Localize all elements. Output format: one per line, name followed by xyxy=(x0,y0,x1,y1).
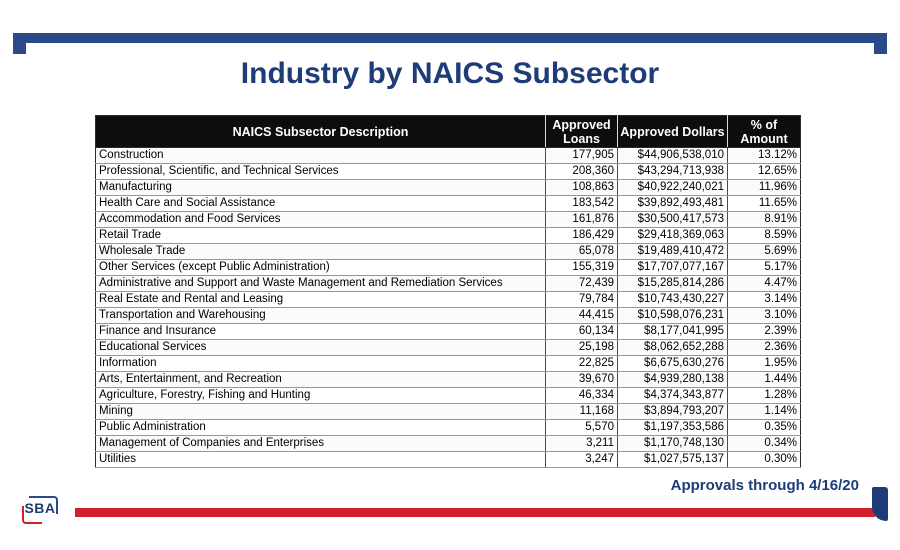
approved-dollars-cell: $4,939,280,138 xyxy=(618,372,728,388)
percent-of-amount-cell: 0.30% xyxy=(728,452,801,468)
footer-approvals-note: Approvals through 4/16/20 xyxy=(670,477,859,494)
column-header-approved-dollars: Approved Dollars xyxy=(618,116,728,148)
approved-dollars-cell: $4,374,343,877 xyxy=(618,388,728,404)
approved-loans-cell: 177,905 xyxy=(546,148,618,164)
subsector-description-cell: Health Care and Social Assistance xyxy=(96,196,546,212)
approved-loans-cell: 79,784 xyxy=(546,292,618,308)
approved-loans-cell: 60,134 xyxy=(546,324,618,340)
percent-of-amount-cell: 0.35% xyxy=(728,420,801,436)
subsector-description-cell: Finance and Insurance xyxy=(96,324,546,340)
approved-loans-cell: 46,334 xyxy=(546,388,618,404)
percent-of-amount-cell: 11.65% xyxy=(728,196,801,212)
percent-of-amount-cell: 1.95% xyxy=(728,356,801,372)
table-row xyxy=(96,356,801,372)
subsector-description-cell: Manufacturing xyxy=(96,180,546,196)
column-header-approved-loans: Approved Loans xyxy=(546,116,618,148)
table-row xyxy=(96,180,801,196)
approved-dollars-cell: $1,197,353,586 xyxy=(618,420,728,436)
approved-loans-cell: 161,876 xyxy=(546,212,618,228)
approved-loans-cell: 155,319 xyxy=(546,260,618,276)
approved-loans-cell: 11,168 xyxy=(546,404,618,420)
approved-dollars-cell: $6,675,630,276 xyxy=(618,356,728,372)
approved-loans-cell: 72,439 xyxy=(546,276,618,292)
approved-dollars-cell: $8,062,652,288 xyxy=(618,340,728,356)
approved-dollars-cell: $43,294,713,938 xyxy=(618,164,728,180)
approved-dollars-cell: $44,906,538,010 xyxy=(618,148,728,164)
column-header-percent-of-amount: % of Amount xyxy=(728,116,801,148)
naics-table-body xyxy=(96,148,801,468)
table-row xyxy=(96,212,801,228)
bottom-accent-swoosh xyxy=(872,487,888,521)
approved-dollars-cell: $10,743,430,227 xyxy=(618,292,728,308)
approved-dollars-cell: $17,707,077,167 xyxy=(618,260,728,276)
subsector-description-cell: Administrative and Support and Waste Management and Remediation Services xyxy=(96,276,546,292)
subsector-description-cell: Retail Trade xyxy=(96,228,546,244)
approved-dollars-cell: $40,922,240,021 xyxy=(618,180,728,196)
table-header xyxy=(96,116,801,148)
percent-of-amount-cell: 5.69% xyxy=(728,244,801,260)
table-row xyxy=(96,324,801,340)
subsector-description-cell: Accommodation and Food Services xyxy=(96,212,546,228)
subsector-description-cell: Educational Services xyxy=(96,340,546,356)
approved-dollars-cell: $19,489,410,472 xyxy=(618,244,728,260)
subsector-description-cell: Information xyxy=(96,356,546,372)
subsector-description-cell: Utilities xyxy=(96,452,546,468)
approved-loans-cell: 3,247 xyxy=(546,452,618,468)
approved-loans-cell: 39,670 xyxy=(546,372,618,388)
subsector-description-cell: Other Services (except Public Administration) xyxy=(96,260,546,276)
percent-of-amount-cell: 2.39% xyxy=(728,324,801,340)
approved-dollars-cell: $8,177,041,995 xyxy=(618,324,728,340)
approved-loans-cell: 208,360 xyxy=(546,164,618,180)
percent-of-amount-cell: 1.14% xyxy=(728,404,801,420)
naics-subsector-table xyxy=(95,115,801,468)
percent-of-amount-cell: 2.36% xyxy=(728,340,801,356)
page-title: Industry by NAICS Subsector xyxy=(240,57,660,90)
table-row xyxy=(96,164,801,180)
percent-of-amount-cell: 11.96% xyxy=(728,180,801,196)
percent-of-amount-cell: 4.47% xyxy=(728,276,801,292)
approved-loans-cell: 183,542 xyxy=(546,196,618,212)
subsector-description-cell: Transportation and Warehousing xyxy=(96,308,546,324)
sba-logo-text: SBA xyxy=(24,500,56,516)
table-row xyxy=(96,436,801,452)
approved-loans-cell: 108,863 xyxy=(546,180,618,196)
subsector-description-cell: Professional, Scientific, and Technical Services xyxy=(96,164,546,180)
table-row xyxy=(96,292,801,308)
table-row xyxy=(96,276,801,292)
table-row xyxy=(96,308,801,324)
approved-loans-cell: 186,429 xyxy=(546,228,618,244)
percent-of-amount-cell: 0.34% xyxy=(728,436,801,452)
table-row xyxy=(96,260,801,276)
table-row xyxy=(96,452,801,468)
percent-of-amount-cell: 8.91% xyxy=(728,212,801,228)
approved-loans-cell: 25,198 xyxy=(546,340,618,356)
subsector-description-cell: Agriculture, Forestry, Fishing and Hunting xyxy=(96,388,546,404)
percent-of-amount-cell: 3.14% xyxy=(728,292,801,308)
approved-loans-cell: 44,415 xyxy=(546,308,618,324)
approved-loans-cell: 5,570 xyxy=(546,420,618,436)
table-row xyxy=(96,340,801,356)
approved-dollars-cell: $1,027,575,137 xyxy=(618,452,728,468)
subsector-description-cell: Mining xyxy=(96,404,546,420)
percent-of-amount-cell: 5.17% xyxy=(728,260,801,276)
table-row xyxy=(96,372,801,388)
approved-dollars-cell: $29,418,369,063 xyxy=(618,228,728,244)
percent-of-amount-cell: 3.10% xyxy=(728,308,801,324)
table-row xyxy=(96,228,801,244)
subsector-description-cell: Management of Companies and Enterprises xyxy=(96,436,546,452)
subsector-description-cell: Wholesale Trade xyxy=(96,244,546,260)
sba-logo xyxy=(20,496,60,524)
table-row xyxy=(96,420,801,436)
table-row xyxy=(96,404,801,420)
percent-of-amount-cell: 13.12% xyxy=(728,148,801,164)
approved-loans-cell: 22,825 xyxy=(546,356,618,372)
approved-dollars-cell: $39,892,493,481 xyxy=(618,196,728,212)
approved-dollars-cell: $3,894,793,207 xyxy=(618,404,728,420)
percent-of-amount-cell: 8.59% xyxy=(728,228,801,244)
approved-loans-cell: 65,078 xyxy=(546,244,618,260)
subsector-description-cell: Real Estate and Rental and Leasing xyxy=(96,292,546,308)
approved-dollars-cell: $30,500,417,573 xyxy=(618,212,728,228)
subsector-description-cell: Public Administration xyxy=(96,420,546,436)
percent-of-amount-cell: 12.65% xyxy=(728,164,801,180)
subsector-description-cell: Arts, Entertainment, and Recreation xyxy=(96,372,546,388)
top-accent-bar xyxy=(13,33,887,43)
percent-of-amount-cell: 1.44% xyxy=(728,372,801,388)
top-accent-bar-right-leg xyxy=(874,33,887,54)
bottom-accent-bar xyxy=(75,508,875,517)
approved-dollars-cell: $15,285,814,286 xyxy=(618,276,728,292)
column-header-description: NAICS Subsector Description xyxy=(96,116,546,148)
table-row xyxy=(96,148,801,164)
table-row xyxy=(96,196,801,212)
approved-loans-cell: 3,211 xyxy=(546,436,618,452)
approved-dollars-cell: $1,170,748,130 xyxy=(618,436,728,452)
top-accent-bar-left-leg xyxy=(13,33,26,54)
table-row xyxy=(96,388,801,404)
percent-of-amount-cell: 1.28% xyxy=(728,388,801,404)
subsector-description-cell: Construction xyxy=(96,148,546,164)
approved-dollars-cell: $10,598,076,231 xyxy=(618,308,728,324)
table-row xyxy=(96,244,801,260)
